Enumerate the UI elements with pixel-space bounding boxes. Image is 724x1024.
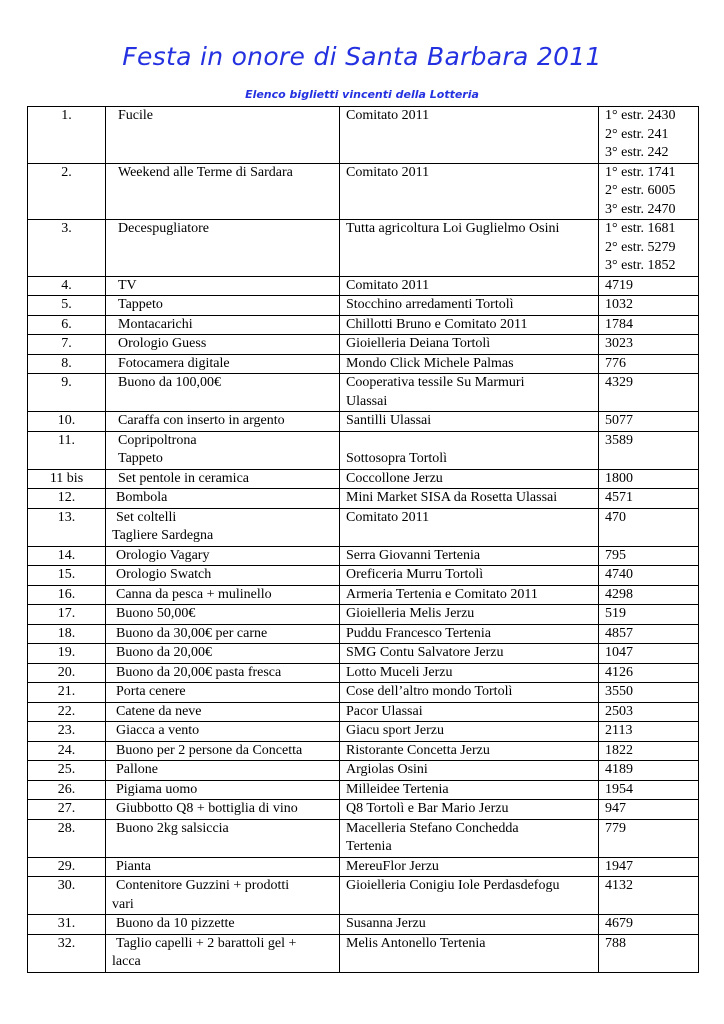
table-row <box>28 566 699 586</box>
sponsor-cell <box>340 508 599 546</box>
prize-line: Orologio Vagary <box>116 547 210 563</box>
table-row <box>28 489 699 509</box>
row-number: 16. <box>28 585 106 605</box>
sponsor-cell <box>340 741 599 761</box>
row-number: 20. <box>28 663 106 683</box>
sponsor-cell <box>340 857 599 877</box>
row-number: 3. <box>28 220 106 277</box>
sponsor-cell <box>340 722 599 742</box>
row-number: 11. <box>28 431 106 469</box>
ticket-number: 1032 <box>605 297 633 312</box>
sponsor-cell <box>340 296 599 316</box>
sponsor-line: Santilli Ulassai <box>346 413 432 428</box>
sponsor-line: Stocchino arredamenti Tortolì <box>346 297 514 312</box>
prize-line: Tagliere Sardegna <box>112 528 214 543</box>
ticket-number: 5077 <box>605 413 633 428</box>
prize-line: Contenitore Guzzini + prodotti <box>116 878 290 893</box>
sponsor-cell <box>340 761 599 781</box>
row-number: 29. <box>28 857 106 877</box>
sponsor-cell <box>340 780 599 800</box>
winners-table-body <box>28 107 699 973</box>
prize-cell <box>106 644 340 664</box>
row-number: 19. <box>28 644 106 664</box>
prize-line: Tappeto <box>118 451 163 466</box>
sponsor-line: Serra Giovanni Tertenia <box>346 547 481 563</box>
ticket-number: 4679 <box>605 916 633 931</box>
ticket-cell <box>599 877 699 915</box>
prize-cell <box>106 315 340 335</box>
prize-cell <box>106 469 340 489</box>
prize-cell <box>106 877 340 915</box>
prize-line: Porta cenere <box>116 684 186 699</box>
ticket-cell <box>599 489 699 509</box>
sponsor-cell <box>340 877 599 915</box>
ticket-cell <box>599 566 699 586</box>
sponsor-line: Macelleria Stefano Conchedda <box>346 820 519 836</box>
ticket-cell <box>599 915 699 935</box>
prize-line: Fucile <box>118 108 153 123</box>
prize-cell <box>106 857 340 877</box>
prize-line: Pianta <box>116 858 151 874</box>
table-row <box>28 354 699 374</box>
table-row <box>28 431 699 469</box>
prize-cell <box>106 683 340 703</box>
table-row <box>28 624 699 644</box>
ticket-number: 4132 <box>605 878 633 893</box>
sponsor-line: Lotto Muceli Jerzu <box>346 664 453 680</box>
ticket-cell <box>599 800 699 820</box>
ticket-number: 1822 <box>605 742 633 758</box>
table-row <box>28 780 699 800</box>
table-row <box>28 722 699 742</box>
prize-cell <box>106 780 340 800</box>
table-row <box>28 585 699 605</box>
ticket-number: 3589 <box>605 432 633 448</box>
prize-line: Caraffa con inserto in argento <box>118 413 285 428</box>
prize-cell <box>106 220 340 277</box>
ticket-cell <box>599 220 699 277</box>
row-number: 23. <box>28 722 106 742</box>
prize-cell <box>106 566 340 586</box>
table-row <box>28 683 699 703</box>
sponsor-line: Q8 Tortolì e Bar Mario Jerzu <box>346 801 509 816</box>
prize-line: Giubbotto Q8 + bottiglia di vino <box>116 801 298 816</box>
ticket-number: 2503 <box>605 703 633 719</box>
sponsor-line: Ulassai <box>346 393 388 409</box>
prize-line: Pigiama uomo <box>116 781 198 797</box>
row-number: 1. <box>28 107 106 164</box>
row-number: 11 bis <box>28 469 106 489</box>
sponsor-line: Gioielleria Deiana Tortolì <box>346 336 491 351</box>
sponsor-line: Melis Antonello Tertenia <box>346 935 486 951</box>
ticket-number: 947 <box>605 801 626 816</box>
ticket-number: 4719 <box>605 277 633 293</box>
prize-cell <box>106 663 340 683</box>
table-row <box>28 877 699 915</box>
sponsor-line: Sottosopra Tortolì <box>346 451 448 466</box>
ticket-number: 3° estr. 1852 <box>605 258 676 273</box>
sponsor-cell <box>340 585 599 605</box>
table-row <box>28 915 699 935</box>
row-number: 5. <box>28 296 106 316</box>
ticket-cell <box>599 683 699 703</box>
prize-line: Orologio Guess <box>118 336 207 351</box>
ticket-cell <box>599 934 699 972</box>
prize-line: Buono per 2 persone da Concetta <box>116 742 303 758</box>
prize-line: Orologio Swatch <box>116 567 212 582</box>
sponsor-line: Cooperativa tessile Su Marmuri <box>346 375 525 390</box>
ticket-number: 4189 <box>605 762 633 777</box>
table-row <box>28 335 699 355</box>
sponsor-cell <box>340 644 599 664</box>
ticket-number: 795 <box>605 547 626 563</box>
ticket-number: 4126 <box>605 664 633 680</box>
sponsor-line: Giacu sport Jerzu <box>346 723 444 738</box>
ticket-cell <box>599 315 699 335</box>
ticket-cell <box>599 761 699 781</box>
ticket-number: 4857 <box>605 625 633 641</box>
sponsor-line: Comitato 2011 <box>346 277 430 293</box>
ticket-cell <box>599 857 699 877</box>
ticket-number: 1° estr. 2430 <box>605 108 676 123</box>
sponsor-cell <box>340 934 599 972</box>
ticket-cell <box>599 605 699 625</box>
sponsor-cell <box>340 469 599 489</box>
table-row <box>28 761 699 781</box>
ticket-cell <box>599 335 699 355</box>
prize-cell <box>106 585 340 605</box>
ticket-cell <box>599 163 699 220</box>
ticket-number: 3° estr. 242 <box>605 145 669 160</box>
ticket-number: 4329 <box>605 375 633 390</box>
ticket-number: 3° estr. 2470 <box>605 201 676 217</box>
sponsor-line: Gioielleria Conigiu Iole Perdasdefogu <box>346 878 560 893</box>
sponsor-cell <box>340 702 599 722</box>
table-row <box>28 374 699 412</box>
prize-line: Buono 50,00€ <box>116 606 196 621</box>
prize-cell <box>106 276 340 296</box>
prize-cell <box>106 915 340 935</box>
row-number: 9. <box>28 374 106 412</box>
prize-line: TV <box>118 277 137 293</box>
ticket-cell <box>599 412 699 432</box>
ticket-cell <box>599 663 699 683</box>
prize-line: Decespugliatore <box>118 221 209 236</box>
page-subtitle: Elenco biglietti vincenti della Lotteria <box>245 88 479 101</box>
table-row <box>28 934 699 972</box>
table-row <box>28 107 699 164</box>
ticket-cell <box>599 374 699 412</box>
ticket-number: 1947 <box>605 858 633 874</box>
ticket-number: 1800 <box>605 470 633 486</box>
sponsor-cell <box>340 800 599 820</box>
ticket-number: 3023 <box>605 336 633 351</box>
row-number: 30. <box>28 877 106 915</box>
ticket-number: 4740 <box>605 567 633 582</box>
sponsor-cell <box>340 220 599 277</box>
sponsor-cell <box>340 163 599 220</box>
sponsor-cell <box>340 683 599 703</box>
prize-line: Buono da 100,00€ <box>118 375 222 390</box>
row-number: 10. <box>28 412 106 432</box>
prize-cell <box>106 489 340 509</box>
ticket-number: 779 <box>605 820 626 836</box>
prize-line: Canna da pesca + mulinello <box>116 586 272 602</box>
table-row <box>28 220 699 277</box>
prize-cell <box>106 546 340 566</box>
sponsor-line: Tutta agricoltura Loi Guglielmo Osini <box>346 221 560 236</box>
ticket-cell <box>599 508 699 546</box>
sponsor-line: Oreficeria Murru Tortolì <box>346 567 484 582</box>
prize-cell <box>106 354 340 374</box>
row-number: 31. <box>28 915 106 935</box>
sponsor-line: Armeria Tertenia e Comitato 2011 <box>346 586 538 602</box>
sponsor-cell <box>340 276 599 296</box>
prize-cell <box>106 107 340 164</box>
prize-line: Buono da 30,00€ per carne <box>116 625 268 641</box>
row-number: 12. <box>28 489 106 509</box>
ticket-number: 1° estr. 1681 <box>605 221 676 236</box>
sponsor-cell <box>340 354 599 374</box>
ticket-cell <box>599 546 699 566</box>
ticket-number: 470 <box>605 509 626 525</box>
ticket-number: 2113 <box>605 723 633 738</box>
sponsor-line: Chillotti Bruno e Comitato 2011 <box>346 316 528 332</box>
sponsor-line: Ristorante Concetta Jerzu <box>346 742 490 758</box>
sponsor-line <box>346 432 592 451</box>
ticket-number: 2° estr. 5279 <box>605 239 676 255</box>
prize-line: Set coltelli <box>116 509 177 525</box>
sponsor-cell <box>340 819 599 857</box>
ticket-cell <box>599 722 699 742</box>
prize-line: Buono 2kg salsiccia <box>116 820 229 836</box>
sponsor-cell <box>340 663 599 683</box>
prize-cell <box>106 722 340 742</box>
sponsor-line: Mondo Click Michele Palmas <box>346 355 514 371</box>
table-row <box>28 857 699 877</box>
row-number: 6. <box>28 315 106 335</box>
row-number: 17. <box>28 605 106 625</box>
row-number: 24. <box>28 741 106 761</box>
row-number: 25. <box>28 761 106 781</box>
table-row <box>28 315 699 335</box>
ticket-number: 788 <box>605 935 626 951</box>
ticket-cell <box>599 431 699 469</box>
prize-cell <box>106 163 340 220</box>
sponsor-line: Tertenia <box>346 839 392 854</box>
table-row <box>28 508 699 546</box>
table-row <box>28 605 699 625</box>
ticket-cell <box>599 702 699 722</box>
prize-cell <box>106 296 340 316</box>
sponsor-line: Puddu Francesco Tertenia <box>346 625 491 641</box>
prize-cell <box>106 412 340 432</box>
sponsor-line: Cose dell’altro mondo Tortolì <box>346 684 513 699</box>
prize-cell <box>106 702 340 722</box>
sponsor-cell <box>340 915 599 935</box>
prize-line: Weekend alle Terme di Sardara <box>118 164 293 180</box>
prize-cell <box>106 761 340 781</box>
ticket-cell <box>599 354 699 374</box>
ticket-cell <box>599 469 699 489</box>
ticket-number: 519 <box>605 606 626 621</box>
prize-line: Buono da 20,00€ <box>116 645 213 660</box>
prize-line: Pallone <box>116 762 158 777</box>
row-number: 14. <box>28 546 106 566</box>
row-number: 13. <box>28 508 106 546</box>
row-number: 22. <box>28 702 106 722</box>
ticket-cell <box>599 644 699 664</box>
sponsor-cell <box>340 374 599 412</box>
row-number: 26. <box>28 780 106 800</box>
prize-line: Giacca a vento <box>116 723 200 738</box>
prize-line: Taglio capelli + 2 barattoli gel + <box>116 935 297 951</box>
ticket-number: 776 <box>605 355 626 371</box>
sponsor-line: Mini Market SISA da Rosetta Ulassai <box>346 490 558 505</box>
table-row <box>28 546 699 566</box>
page-title: Festa in onore di Santa Barbara 2011 <box>122 42 602 71</box>
table-row <box>28 469 699 489</box>
sponsor-line: Pacor Ulassai <box>346 703 423 719</box>
prize-line: vari <box>112 896 134 912</box>
table-row <box>28 800 699 820</box>
sponsor-line: Comitato 2011 <box>346 164 430 180</box>
prize-line: Catene da neve <box>116 703 202 719</box>
row-number: 7. <box>28 335 106 355</box>
sponsor-cell <box>340 546 599 566</box>
row-number: 18. <box>28 624 106 644</box>
ticket-number: 2° estr. 6005 <box>605 183 676 198</box>
prize-line: Buono da 20,00€ pasta fresca <box>116 664 282 680</box>
table-row <box>28 276 699 296</box>
table-row <box>28 741 699 761</box>
sponsor-line: Coccollone Jerzu <box>346 470 443 486</box>
ticket-cell <box>599 780 699 800</box>
prize-line: Buono da 10 pizzette <box>116 916 235 931</box>
table-row <box>28 296 699 316</box>
sponsor-line: Comitato 2011 <box>346 108 430 123</box>
prize-line: Copripoltrona <box>118 432 197 448</box>
row-number: 2. <box>28 163 106 220</box>
winners-table <box>27 106 699 973</box>
table-row <box>28 412 699 432</box>
prize-cell <box>106 335 340 355</box>
sponsor-line: SMG Contu Salvatore Jerzu <box>346 645 504 660</box>
ticket-cell <box>599 741 699 761</box>
prize-cell <box>106 374 340 412</box>
row-number: 4. <box>28 276 106 296</box>
sponsor-line: Argiolas Osini <box>346 762 428 777</box>
sponsor-line: Gioielleria Melis Jerzu <box>346 606 475 621</box>
sponsor-cell <box>340 605 599 625</box>
ticket-number: 1954 <box>605 781 633 797</box>
sponsor-line: Milleidee Tertenia <box>346 781 449 797</box>
prize-cell <box>106 508 340 546</box>
ticket-cell <box>599 585 699 605</box>
ticket-cell <box>599 624 699 644</box>
prize-line: Fotocamera digitale <box>118 355 230 371</box>
sponsor-line: MereuFlor Jerzu <box>346 858 439 874</box>
table-row <box>28 702 699 722</box>
ticket-number: 4571 <box>605 490 633 505</box>
row-number: 21. <box>28 683 106 703</box>
sponsor-cell <box>340 107 599 164</box>
sponsor-line: Comitato 2011 <box>346 509 430 525</box>
sponsor-cell <box>340 489 599 509</box>
prize-line: Bombola <box>116 490 168 505</box>
sponsor-cell <box>340 412 599 432</box>
ticket-cell <box>599 107 699 164</box>
prize-cell <box>106 624 340 644</box>
ticket-number: 2° estr. 241 <box>605 126 669 142</box>
prize-cell <box>106 605 340 625</box>
table-row <box>28 663 699 683</box>
sponsor-cell <box>340 315 599 335</box>
sponsor-line: Susanna Jerzu <box>346 916 426 931</box>
prize-cell <box>106 800 340 820</box>
ticket-number: 4298 <box>605 586 633 602</box>
table-row <box>28 644 699 664</box>
ticket-number: 1° estr. 1741 <box>605 164 676 180</box>
ticket-cell <box>599 276 699 296</box>
sponsor-cell <box>340 624 599 644</box>
sponsor-cell <box>340 566 599 586</box>
prize-line: Set pentole in ceramica <box>118 470 249 486</box>
row-number: 28. <box>28 819 106 857</box>
ticket-number: 3550 <box>605 684 633 699</box>
row-number: 27. <box>28 800 106 820</box>
row-number: 8. <box>28 354 106 374</box>
ticket-number: 1784 <box>605 316 633 332</box>
prize-cell <box>106 741 340 761</box>
table-row <box>28 819 699 857</box>
prize-cell <box>106 934 340 972</box>
prize-cell <box>106 431 340 469</box>
table-row <box>28 163 699 220</box>
prize-line: Montacarichi <box>118 316 193 332</box>
prize-line: lacca <box>112 954 141 969</box>
prize-line: Tappeto <box>118 297 163 312</box>
prize-cell <box>106 819 340 857</box>
sponsor-cell <box>340 335 599 355</box>
sponsor-cell <box>340 431 599 469</box>
ticket-cell <box>599 296 699 316</box>
ticket-number: 1047 <box>605 645 633 660</box>
ticket-cell <box>599 819 699 857</box>
row-number: 15. <box>28 566 106 586</box>
row-number: 32. <box>28 934 106 972</box>
